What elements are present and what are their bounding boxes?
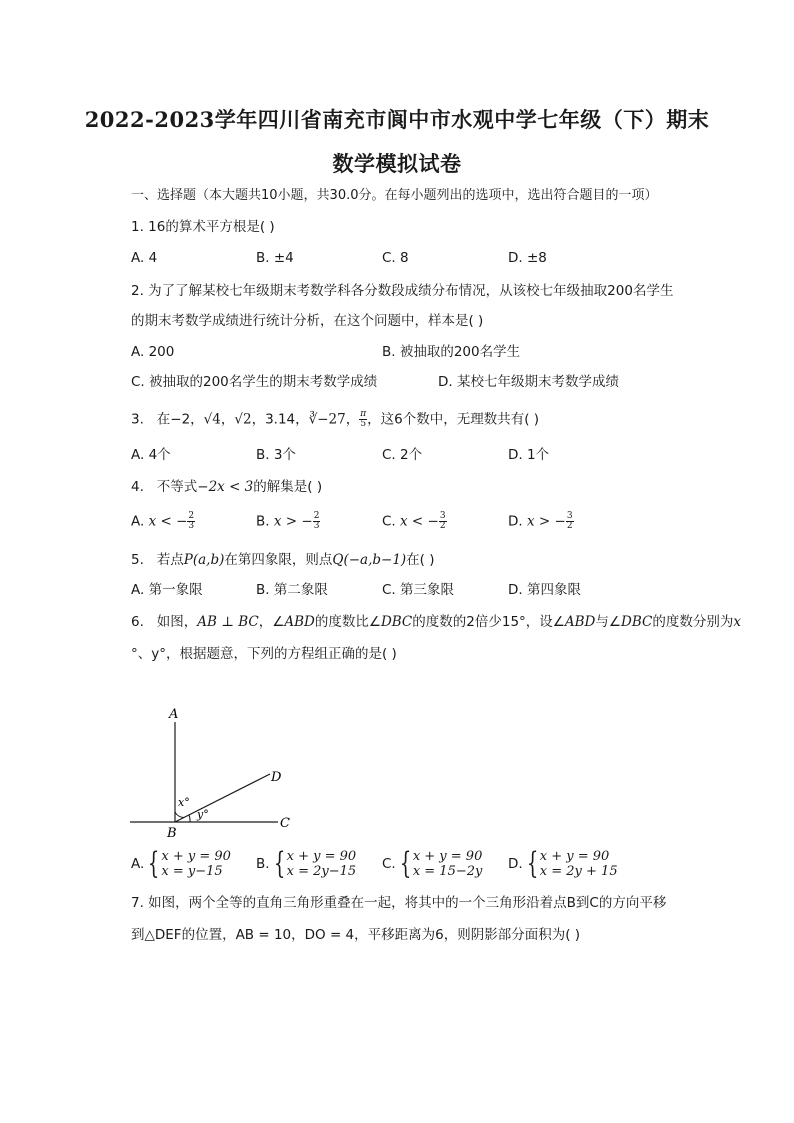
label-y-angle: y°	[197, 808, 209, 821]
exam-title-line1: 2022-2023学年四川省南充市阆中市水观中学七年级（下）期末	[84, 107, 710, 132]
q3-option-d: D. 1个	[508, 447, 550, 463]
q6-option-b: B. { x + y = 90 x = 2y−15	[256, 846, 357, 881]
q4-option-b: B. x > − $\frac{2}{3}$	[256, 511, 320, 531]
q3-sqrt2: √2	[234, 411, 252, 428]
q6-angle-figure	[120, 700, 320, 845]
q4-expr: −2x < 3	[197, 479, 254, 495]
q5-point-p: P(a,b)	[183, 552, 225, 568]
q3-pre: 在−2，	[156, 411, 204, 428]
question-5: 5. 若点P(a,b)在第四象限，则点Q(−a,b−1)在( )	[131, 552, 435, 568]
q6-option-d: D. { x + y = 90 x = 2y + 15	[508, 846, 618, 881]
label-a: A	[169, 707, 179, 722]
q3-option-b: B. 3个	[256, 447, 296, 463]
q6-option-a: A. { x + y = 90 x = y−15	[131, 846, 231, 881]
question-4	[131, 478, 322, 496]
q3-cbrt: ∛−27	[308, 411, 346, 428]
label-d: D	[271, 770, 282, 785]
q2-option-c: C. 被抽取的200名学生的期末考数学成绩	[131, 374, 378, 390]
q3-number: 3.	[131, 411, 144, 428]
question-7-line2: 到△DEF的位置，AB = 10，DO = 4，平移距离为6，则阴影部分面积为( )	[131, 927, 581, 943]
exam-title-line2: 数学模拟试卷	[332, 151, 462, 176]
q4-pre: 不等式	[156, 479, 198, 495]
q4-option-c: C. x < − $\frac{3}{2}$	[382, 511, 446, 531]
question-1: 1. 16的算术平方根是( )	[131, 219, 275, 235]
question-2-line1: 2. 为了了解某校七年级期末考数学科各分数段成绩分布情况，从该校七年级抽取200名学生	[131, 283, 674, 299]
q1-option-c: C. 8	[382, 250, 409, 266]
question-7-line1: 7. 如图，两个全等的直角三角形重叠在一起，将其中的一个三角形沿着点B到C的方向平移	[131, 895, 667, 911]
q4-post: 的解集是( )	[253, 479, 323, 495]
section-heading: 一、选择题（本大题共10小题，共30.0分。在每小题列出的选项中，选出符合题目的一项）	[131, 188, 658, 203]
q1-option-a: A. 4	[131, 250, 158, 266]
q2-option-b: B. 被抽取的200名学生	[382, 344, 521, 360]
q4-option-d: D. x > − $\frac{3}{2}$	[508, 511, 573, 531]
q3-decimal: 3.14	[265, 411, 296, 428]
q1-option-b: B. ±4	[256, 250, 294, 266]
angle-arc-x	[175, 812, 184, 818]
question-6-line2: °、y°，根据题意，下列的方程组正确的是( )	[131, 646, 397, 662]
q4-number: 4.	[131, 479, 144, 495]
q5-option-c: C. 第三象限	[382, 582, 455, 598]
question-3: 3. 在−2，√4，√2，3.14，∛−27， $\frac{\pi}{5}$ ，这6个数中，无理数共有( )	[131, 409, 540, 429]
q6-perp: AB ⊥ BC	[197, 614, 259, 630]
q3-post: ，这6个数中，无理数共有( )	[367, 411, 540, 428]
q3-sqrt4: √4	[203, 411, 221, 428]
q5-option-a: A. 第一象限	[131, 582, 203, 598]
question-2-line2: 的期末考数学成绩进行统计分析，在这个问题中，样本是( )	[131, 313, 484, 329]
label-x-angle: x°	[178, 796, 190, 809]
q2-option-d: D. 某校七年级期末考数学成绩	[438, 374, 619, 390]
q3-option-c: C. 2个	[382, 447, 423, 463]
angle-arc-y	[189, 815, 190, 822]
question-6-line1: 6. 如图，AB ⊥ BC，∠ABD的度数比∠DBC的度数的2倍少15°，设∠ABD与∠DBC的度数分别为x	[131, 614, 741, 630]
q3-pi-over-5: $\frac{\pi}{5}$	[360, 409, 367, 429]
q5-number: 5.	[131, 552, 144, 568]
q5-option-b: B. 第二象限	[256, 582, 328, 598]
q6-option-c: C. { x + y = 90 x = 15−2y	[382, 846, 483, 881]
q1-option-d: D. ±8	[508, 250, 547, 266]
q3-option-a: A. 4个	[131, 447, 171, 463]
label-c: C	[280, 816, 290, 831]
q5-option-d: D. 第四象限	[508, 582, 581, 598]
label-b: B	[167, 826, 177, 841]
q2-option-a: A. 200	[131, 344, 175, 360]
q4-option-a: A. x < − $\frac{2}{3}$	[131, 511, 195, 531]
q5-point-q: Q(−a,b−1)	[332, 552, 407, 568]
